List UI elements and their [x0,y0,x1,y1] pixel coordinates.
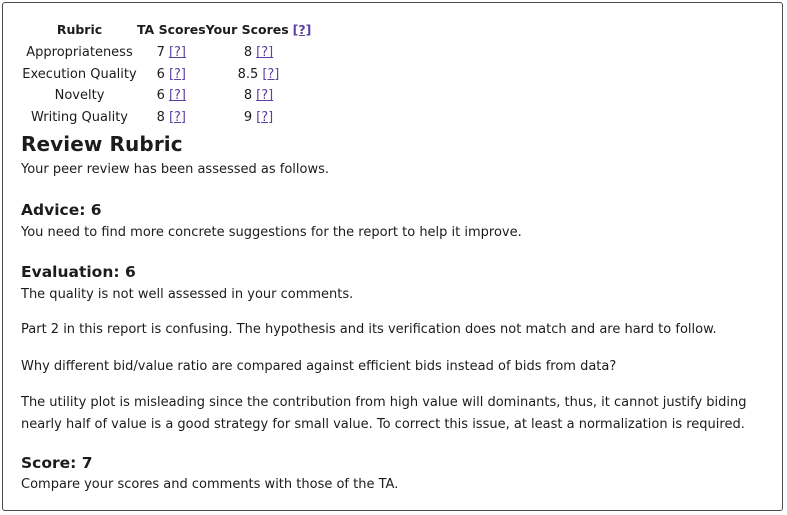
ta-score [137,64,206,86]
advice-heading: Advice: 6 [21,201,102,219]
evaluation-paragraph: The quality is not well assessed in your comments. [21,287,354,302]
page-title: Review Rubric [21,132,183,156]
your-score-value: 8 [243,88,253,104]
your-score-help-link[interactable]: [?] [256,88,274,104]
scores-table-header [22,20,311,42]
ta-score-value: 7 [156,45,165,61]
your-score [206,42,312,64]
ta-score-value: 6 [156,88,165,104]
rubric-name: Execution Quality [22,66,137,82]
your-score [206,85,312,107]
your-scores-help-link[interactable]: [?] [292,21,312,37]
header-rubric: Rubric [56,21,103,37]
table-row [22,107,311,129]
review-panel [2,2,783,511]
your-score-value: 8.5 [237,66,259,82]
score-heading: Score: 7 [21,454,93,472]
header-your-scores-label: Your Scores [205,21,289,37]
ta-score-help-link[interactable]: [?] [168,66,186,82]
table-row [22,85,311,107]
evaluation-paragraph: Part 2 in this report is confusing. The hypothesis and its verification does not match and are hard to follow. [21,322,717,337]
ta-score-value: 6 [156,66,165,82]
evaluation-paragraph: Why different bid/value ratio are compared against efficient bids instead of bids from data? [21,359,617,374]
your-score [206,107,312,129]
review-intro: Your peer review has been assessed as follows. [21,162,330,177]
your-score-value: 8 [243,45,253,61]
ta-score-value: 8 [156,109,165,125]
ta-score [137,85,206,107]
your-score-help-link[interactable]: [?] [256,45,274,61]
advice-text: You need to find more concrete suggestions for the report to help it improve. [21,225,522,240]
ta-score-help-link[interactable]: [?] [168,88,186,104]
rubric-name: Appropriateness [26,45,133,61]
table-row [22,64,311,86]
your-score-help-link[interactable]: [?] [256,109,274,125]
ta-score [137,42,206,64]
evaluation-heading: Evaluation: 6 [21,263,136,281]
ta-score [137,107,206,129]
rubric-name: Writing Quality [30,109,128,125]
scores-table [22,20,311,128]
ta-score-help-link[interactable]: [?] [168,109,186,125]
your-score [206,64,312,86]
header-ta-scores: TA Scores [137,21,206,37]
evaluation-paragraph: The utility plot is misleading since the contribution from high value will dominants, thus, it cannot justify biding nearly half of value is a good strategy for small value. To correct this issue, at least a normalization is required. [21,395,747,432]
your-score-value: 9 [243,109,253,125]
score-text: Compare your scores and comments with those of the TA. [21,477,399,492]
header-your-scores [206,20,312,42]
your-score-help-link[interactable]: [?] [262,66,280,82]
ta-score-help-link[interactable]: [?] [168,45,186,61]
rubric-name: Novelty [54,88,105,104]
table-row [22,42,311,64]
